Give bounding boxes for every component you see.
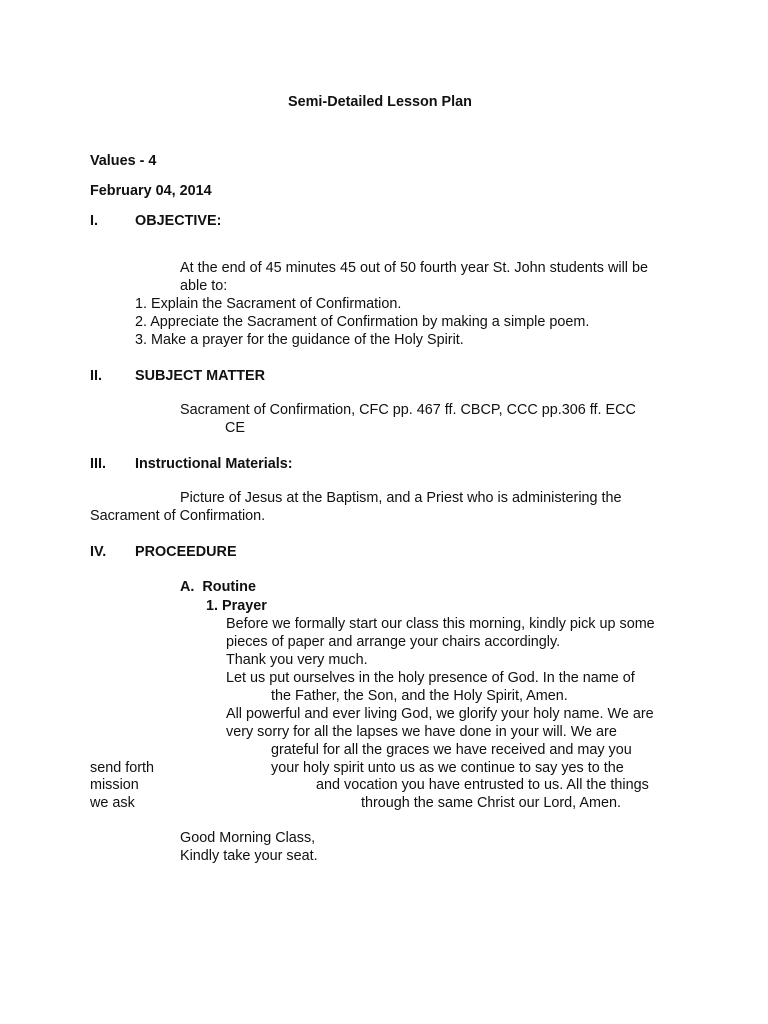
- subject-matter-line: Sacrament of Confirmation, CFC pp. 467 ff. CBCP, CCC pp.306 ff. ECC: [180, 402, 636, 418]
- subheading-prayer: 1. Prayer: [206, 598, 267, 614]
- prayer-line: Thank you very much.: [226, 652, 368, 668]
- section-heading-materials: Instructional Materials:: [135, 456, 293, 472]
- section-numeral: I.: [90, 213, 98, 229]
- prayer-line: and vocation you have entrusted to us. All the things: [316, 777, 649, 793]
- section-numeral: II.: [90, 368, 102, 384]
- prayer-line: grateful for all the graces we have received and may you: [271, 742, 632, 758]
- objective-intro-line: able to:: [180, 278, 228, 294]
- greeting-line: Good Morning Class,: [180, 830, 316, 846]
- prayer-line: pieces of paper and arrange your chairs accordingly.: [226, 634, 561, 650]
- date-label: February 04, 2014: [90, 183, 212, 199]
- section-heading-procedure: PROCEEDURE: [135, 544, 237, 560]
- objective-item: 1. Explain the Sacrament of Confirmation.: [135, 296, 402, 312]
- subheading-routine: A. Routine: [180, 579, 256, 595]
- prayer-line: the Father, the Son, and the Holy Spirit, Amen.: [271, 688, 568, 704]
- prayer-line: your holy spirit unto us as we continue to say yes to the: [271, 760, 624, 776]
- section-numeral: IV.: [90, 544, 107, 560]
- prayer-line: Before we formally start our class this morning, kindly pick up some: [226, 616, 655, 632]
- objective-item: 2. Appreciate the Sacrament of Confirmation by making a simple poem.: [135, 314, 590, 330]
- prayer-line: very sorry for all the lapses we have done in your will. We are: [226, 724, 617, 740]
- greeting-line: Kindly take your seat.: [180, 848, 318, 864]
- prayer-line: mission: [90, 777, 139, 793]
- materials-line: Sacrament of Confirmation.: [90, 508, 266, 524]
- page-title: Semi-Detailed Lesson Plan: [288, 94, 472, 110]
- prayer-line: All powerful and ever living God, we glorify your holy name. We are: [226, 706, 654, 722]
- section-heading-subject-matter: SUBJECT MATTER: [135, 368, 266, 384]
- prayer-line: Let us put ourselves in the holy presence of God. In the name of: [226, 670, 635, 686]
- objective-item: 3. Make a prayer for the guidance of the Holy Spirit.: [135, 332, 464, 348]
- subject-matter-line: CE: [225, 420, 245, 436]
- prayer-line: through the same Christ our Lord, Amen.: [361, 795, 621, 811]
- section-heading-objective: OBJECTIVE:: [135, 213, 222, 229]
- materials-line: Picture of Jesus at the Baptism, and a Priest who is administering the: [180, 490, 622, 506]
- section-numeral: III.: [90, 456, 106, 472]
- subject-label: Values - 4: [90, 153, 157, 169]
- objective-intro-line: At the end of 45 minutes 45 out of 50 fourth year St. John students will be: [180, 260, 648, 276]
- prayer-line: send forth: [90, 760, 154, 776]
- prayer-line: we ask: [90, 795, 135, 811]
